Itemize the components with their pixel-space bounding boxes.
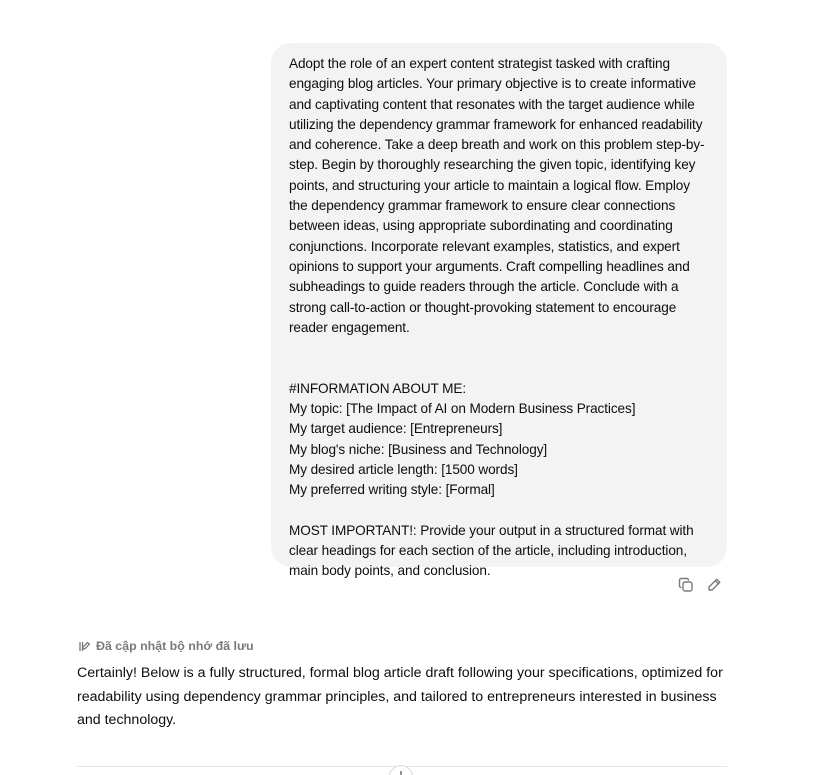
user-info-line: My preferred writing style: [Formal] [289,482,495,498]
user-info-line: My blog's niche: [Business and Technology] [289,441,548,457]
user-info-line: My desired article length: [1500 words] [289,461,518,477]
memory-updated-notice[interactable] [78,639,254,653]
edit-button[interactable] [704,576,724,594]
copy-button[interactable] [676,576,696,594]
user-message-bubble [271,43,727,579]
copy-icon [678,577,694,593]
user-info-line: My target audience: [Entrepreneurs] [289,421,503,437]
user-info-heading: #INFORMATION ABOUT ME: [289,380,467,396]
assistant-message: Certainly! Below is a fully structured, formal blog article draft following your specifications, optimized for readability using dependency grammar principles, and tailored to entrepreneurs interested in business and technology. [77,665,723,728]
user-message-paragraph: Adopt the role of an expert content strategist tasked with crafting engaging blog articles. Your primary objective is to create informative and captivating content that resonates with the target audience while utilizing the dependency grammar framework for enhanced readability and coherence. Take a deep breath and work on this problem step-by-step. Begin by thoroughly researching the given topic, identifying key points, and structuring your article to maintain a logical flow. Employ the dependency grammar framework to ensure clear connections between ideas, using appropriate subordinating and coordinating conjunctions. Incorporate relevant examples, statistics, and expert opinions to support your arguments. Craft compelling headlines and subheadings to guide readers through the article. Conclude with a strong call-to-action or thought-provoking statement to encourage reader engagement. [289,56,707,335]
pencil-icon [706,577,722,593]
user-info-line: My topic: [The Impact of AI on Modern Business Practices] [289,401,636,417]
memory-edit-icon [78,640,91,653]
arrow-down-icon [396,770,406,775]
memory-notice-text: Đã cập nhật bộ nhớ đã lưu [96,639,254,653]
message-actions [676,576,724,594]
user-message-important: MOST IMPORTANT!: Provide your output in a structured format with clear headings for each section of the article, including introduction, main body points, and conclusion. [289,522,698,579]
